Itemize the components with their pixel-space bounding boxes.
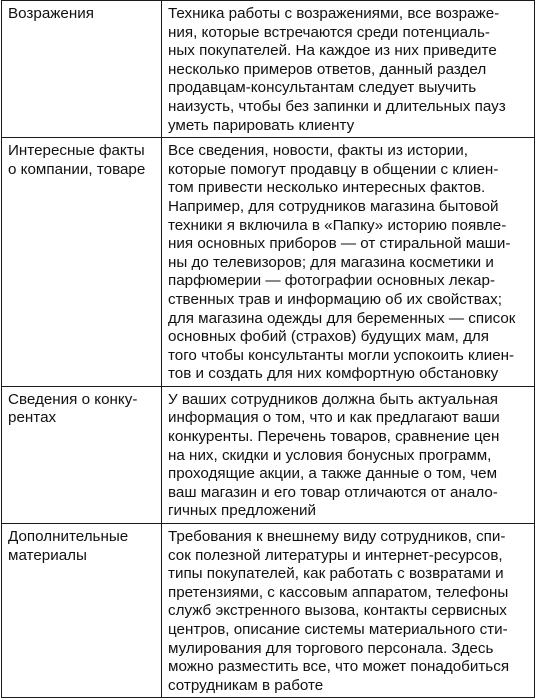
row-label: Возражения [2,1,162,138]
row-description: Техника работы с возражениями, все возраже- ния, которые встречаются среди потенциаль- ных покупателей. На каждое из них приведите несколько примеров ответов, данный раздел продавцам-консультантам следует выучить наизусть, чтобы без запинки и длительных пауз уметь парировать клиенту [162,1,535,138]
table-row [2,386,535,523]
row-label: Сведения о конку- рентах [2,386,162,523]
row-label: Дополнительные материалы [2,524,162,698]
row-label: Интересные факты о компании, товаре [2,138,162,387]
row-description: У ваших сотрудников должна быть актуальная информация о том, что и как предлагают ваши конкуренты. Перечень товаров, сравнение цен на них, скидки и условия бонусных программ, проходящие акции, а также данные о том, чем ваш магазин и его товар отличаются от анало- гичных предложений [162,386,535,523]
table-row [2,524,535,698]
content-table [1,0,535,698]
table-row [2,1,535,138]
table-row [2,138,535,387]
row-description: Все сведения, новости, факты из истории, которые помогут продавцу в общении с клиен- том привести несколько интересных фактов. Например, для сотрудников магазина бытовой техники я включила в «Папку» историю появле- ния основных приборов — от стиральной маши- ны до телевизоров; для магазина косметики и парфюмерии — фотографии основных лекар- ственных трав и информацию об их свойствах; для магазина одежды для беременных — список основных фобий (страхов) будущих мам, для того чтобы консультанты могли успокоить клиен- тов и создать для них комфортную обстановку [162,138,535,387]
row-description: Требования к внешнему виду сотрудников, спи- сок полезной литературы и интернет-ресурсов, типы покупателей, как работать с возвратами и претензиями, с кассовым аппаратом, телефоны служб экстренного вызова, контакты сервисных центров, описание системы материального сти- мулирования для торгового персонала. Здесь можно разместить все, что может понадобиться сотрудникам в работе [162,524,535,698]
